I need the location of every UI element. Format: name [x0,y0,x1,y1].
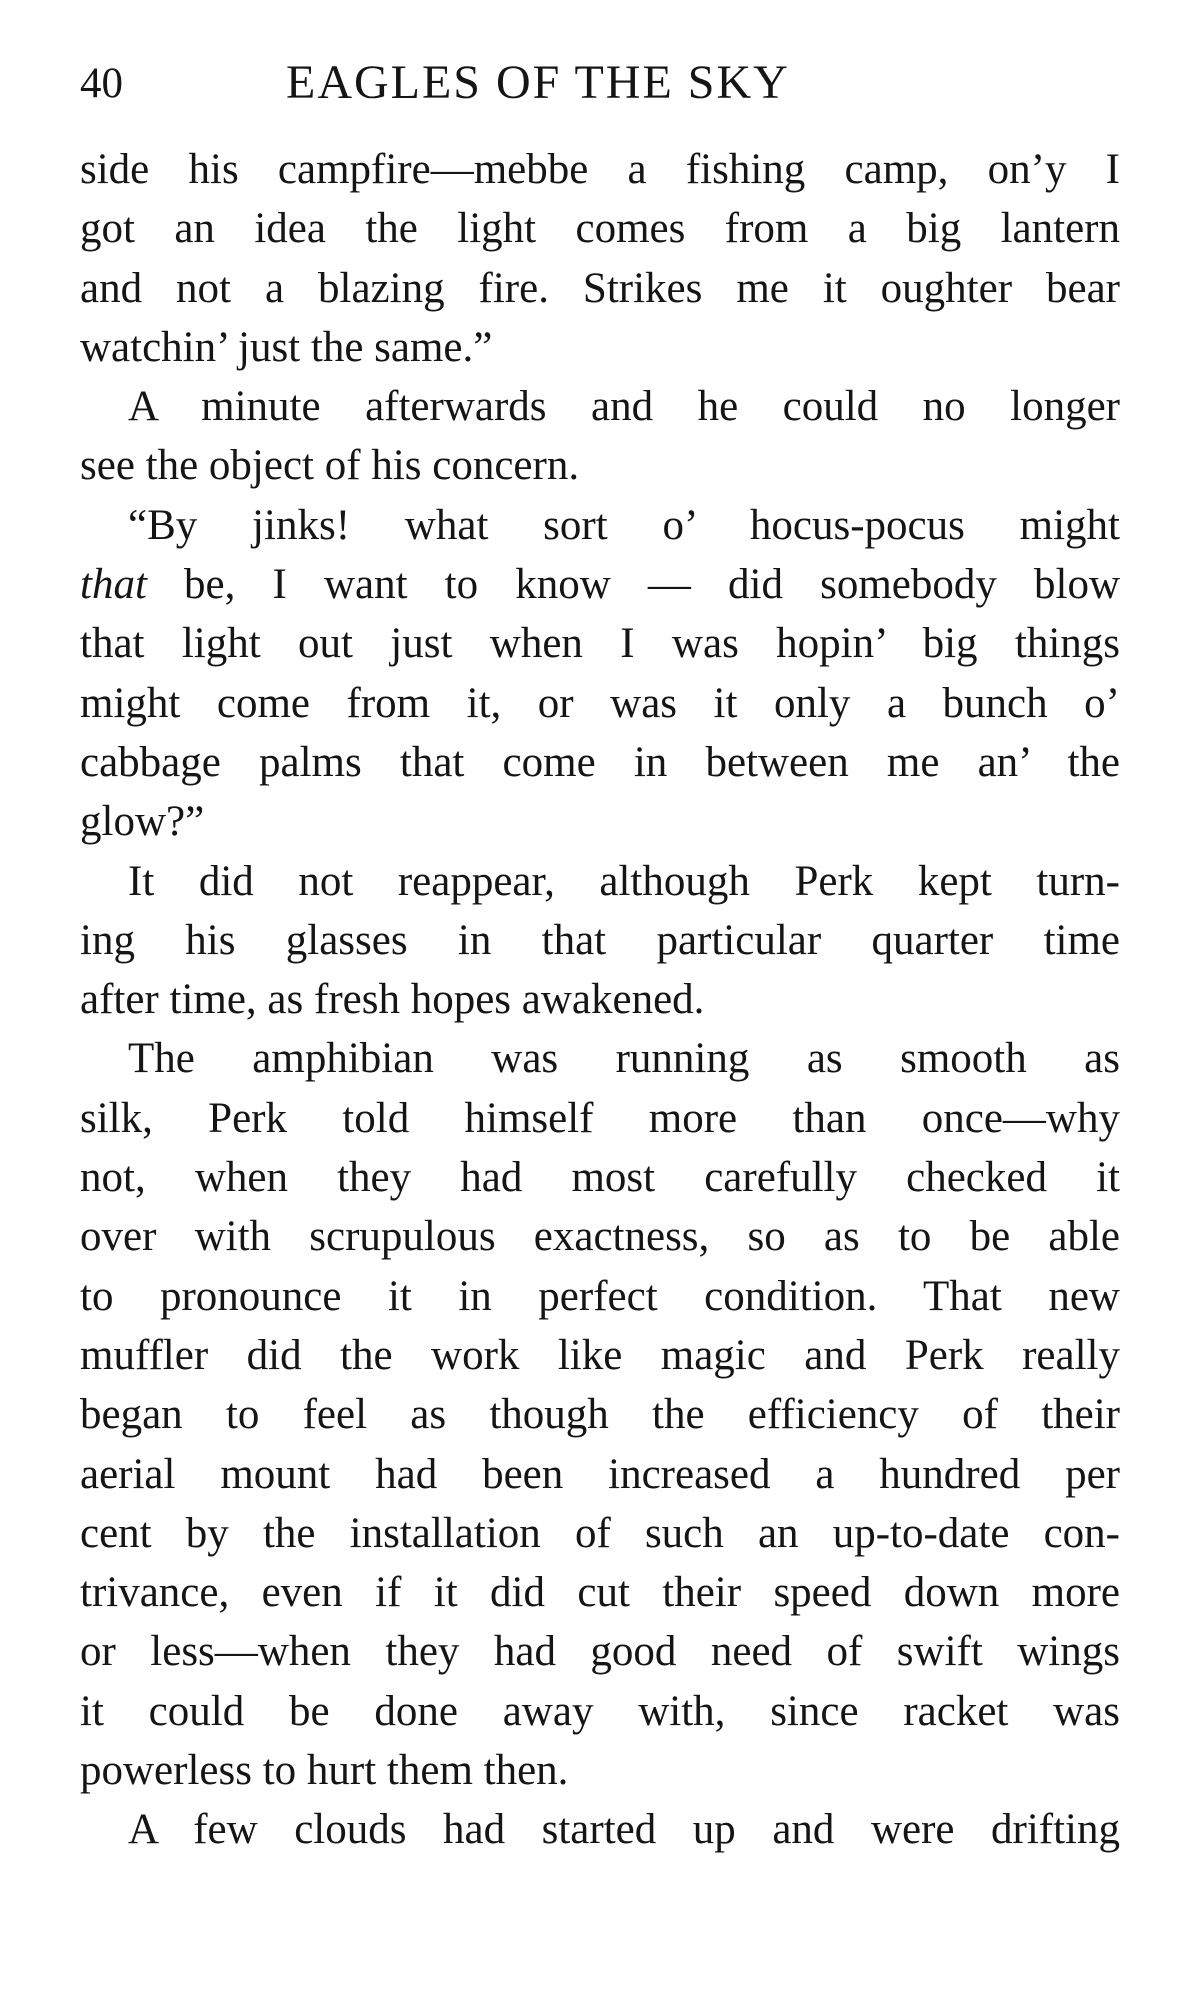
paragraph-first-line: The amphibian was running as smooth as [128,1035,1120,1083]
running-head [80,52,1120,116]
text-line: to pronounce it in perfect condition. That new [80,1272,1120,1320]
text-line: see the object of his concern. [80,442,580,490]
text-line: silk, Perk told himself more than once—why [80,1094,1120,1142]
text-line: began to feel as though the efficiency of their [80,1391,1120,1439]
paragraph-first-line: “By jinks! what sort o’ hocus-pocus might [128,501,1120,549]
text-line: aerial mount had been increased a hundred per [80,1450,1120,1498]
text-line: cent by the installation of such an up-to-date con- [80,1509,1120,1557]
book-title: EAGLES OF THE SKY [286,56,790,109]
text-line: cabbage palms that come in between me an’ the [80,738,1120,786]
paragraph-first-line: A few clouds had started up and were drifting [128,1806,1120,1854]
text-line [80,555,1120,614]
text-line: ing his glasses in that particular quarter time [80,916,1120,964]
text-line: or less—when they had good need of swift wings [80,1628,1120,1676]
page-number: 40 [80,60,123,107]
body-text [80,140,1120,1860]
text-line: trivance, even if it did cut their speed down more [80,1569,1120,1617]
text-line: and not a blazing fire. Strikes me it oughter bear [80,264,1120,312]
text-line: that light out just when I was hopin’ big things [80,620,1120,668]
text-line: muffler did the work like magic and Perk really [80,1331,1120,1379]
text-line-remainder: be, I want to know — did somebody blow [146,561,1120,609]
text-line: got an idea the light comes from a big lantern [80,205,1120,253]
text-line: glow?” [80,798,205,846]
italic-emphasis: that [80,561,147,609]
text-line: over with scrupulous exactness, so as to be able [80,1213,1120,1261]
text-line: powerless to hurt them then. [80,1747,569,1795]
text-line: side his campfire—mebbe a fishing camp, on’y I [80,146,1120,193]
text-line: after time, as fresh hopes awakened. [80,976,705,1024]
text-line: it could be done away with, since racket was [80,1687,1120,1735]
text-line: might come from it, or was it only a bunch o’ [80,679,1120,727]
text-line: watchin’ just the same.” [80,323,493,371]
text-line: not, when they had most carefully checked it [80,1154,1120,1202]
paragraph-first-line: A minute afterwards and he could no longer [128,383,1120,431]
paragraph-first-line: It did not reappear, although Perk kept turn- [128,857,1120,905]
